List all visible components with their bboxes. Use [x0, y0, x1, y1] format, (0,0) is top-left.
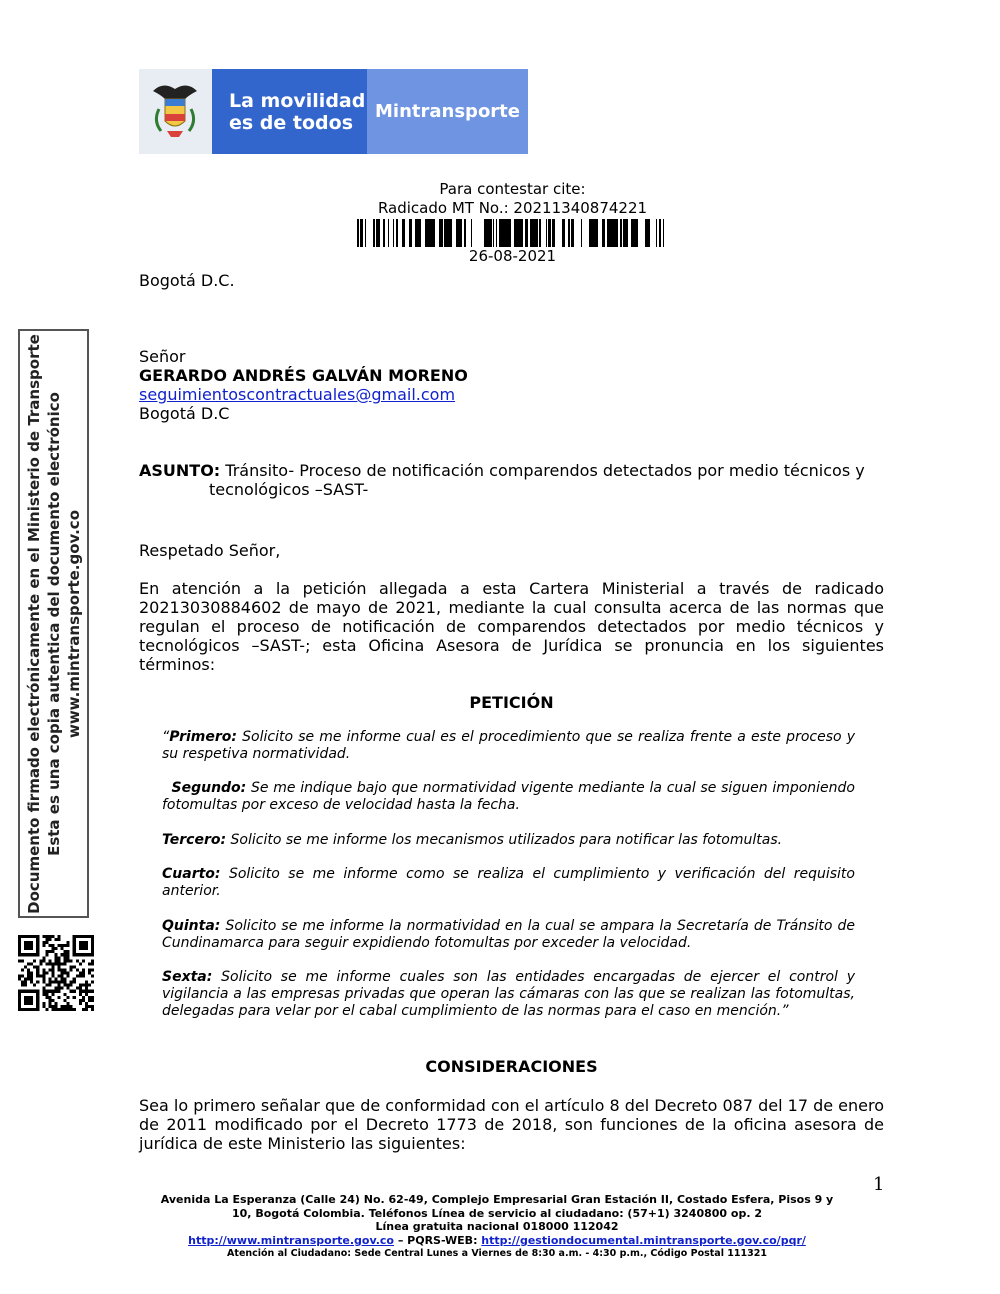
website-link[interactable]: http://www.mintransporte.gov.co: [188, 1233, 394, 1247]
peticion-item: “Primero: Solicito se me informe cual es el procedimiento que se realiza frente a este proceso y su respetiva normatividad.: [162, 729, 855, 762]
signature-note-line-3: www.mintransporte.gov.co: [64, 509, 83, 738]
peticion-item: Quinta: Solicito se me informe la normatividad en la cual se ampara la Secretaría de Tránsito de Cundinamarca para seguir expidiendo fotomultas por exceder la velocidad.: [162, 918, 855, 951]
recipient-name: GERARDO ANDRÉS GALVÁN MORENO: [139, 366, 468, 385]
footer-hours: Atención al Ciudadano: Sede Central Lunes a Viernes de 8:30 a.m. - 4:30 p.m., Código Postal 111321: [227, 1248, 767, 1259]
asunto-text: Tránsito- Proceso de notificación comparendos detectados por medio técnicos y: [225, 461, 865, 480]
footer-address-2: 10, Bogotá Colombia. Teléfonos Línea de servicio al ciudadano: (57+1) 3240800 op. 2: [232, 1206, 762, 1220]
asunto-line: [139, 461, 884, 480]
consideraciones-paragraph: Sea lo primero señalar que de conformidad con el artículo 8 del Decreto 087 del 17 de enero de 2011 modificado por el Decreto 1773 de 2018, son funciones de la oficina asesora de jurídica de este Ministerio las siguientes:: [139, 1096, 885, 1153]
footer-address-1: Avenida La Esperanza (Calle 24) No. 62-49, Complejo Empresarial Gran Estación II, Costado Esfera, Pisos 9 y: [160, 1193, 834, 1206]
electronic-signature-box: [18, 329, 89, 918]
header-logo: [139, 69, 528, 154]
salutation-title: Señor: [139, 347, 186, 366]
cite-instruction: Para contestar cite:: [439, 180, 586, 198]
asunto-label: ASUNTO:: [139, 461, 221, 480]
barcode-icon: [357, 219, 669, 247]
letter-city: Bogotá D.C.: [139, 271, 235, 290]
slogan-line-1: La movilidad: [229, 89, 366, 112]
radicado-date: 26-08-2021: [468, 247, 557, 265]
asunto-text-2: tecnológicos –SAST-: [209, 480, 369, 499]
peticion-item: Sexta: Solicito se me informe cuales son las entidades encargadas de ejercer el control y vigilancia a las empresas privadas que operan las cámaras con las que se realizan las fotomultas, delegadas para velar por el cabal cumplimiento de las normas para el caso en mención.”: [162, 969, 855, 1019]
greeting: Respetado Señor,: [139, 541, 281, 560]
signature-note-line-1: Documento firmado electrónicamente en el Ministerio de Transporte: [24, 333, 43, 914]
radicado-number: Radicado MT No.: 20211340874221: [377, 199, 648, 217]
consideraciones-heading: CONSIDERACIONES: [425, 1057, 598, 1076]
footer: [139, 1193, 855, 1261]
footer-links: [139, 1234, 855, 1248]
coat-of-arms-icon: [139, 69, 212, 154]
signature-note-line-2: Esta es una copia autentica del documento electrónico: [44, 391, 63, 856]
page-number: 1: [873, 1174, 885, 1195]
pqrs-link[interactable]: http://gestiondocumental.mintransporte.gov.co/pqr/: [481, 1233, 806, 1247]
peticion-item: Cuarto: Solicito se me informe como se realiza el cumplimiento y verificación del requisito anterior.: [162, 866, 855, 899]
pqrs-label: – PQRS-WEB:: [394, 1233, 482, 1247]
ministry-name: Mintransporte: [367, 69, 528, 154]
peticion-item: Tercero: Solicito se me informe los mecanismos utilizados para notificar las fotomultas.: [162, 832, 783, 848]
qr-code-icon: [18, 935, 94, 1011]
intro-paragraph: En atención a la petición allegada a esta Cartera Ministerial a través de radicado 20213030884602 de mayo de 2021, mediante la cual consulta acerca de las normas que regulan el proceso de notificación de comparendos detectados por medio técnicos y tecnológicos –SAST-; esta Oficina Asesora de Jurídica se pronuncia en los siguientes términos:: [139, 579, 884, 674]
peticion-heading: PETICIÓN: [469, 693, 554, 712]
peticion-item: Segundo: Se me indique bajo que normatividad vigente mediante la cual se siguen imponiendo fotomultas por exceso de velocidad hasta la fecha.: [162, 780, 855, 813]
recipient-city: Bogotá D.C: [139, 404, 230, 423]
slogan: [212, 69, 367, 154]
footer-phone: Línea gratuita nacional 018000 112042: [375, 1220, 619, 1233]
cite-block: [355, 180, 670, 266]
recipient-email-link[interactable]: seguimientoscontractuales@gmail.com: [139, 385, 456, 404]
slogan-line-2: es de todos: [229, 111, 354, 134]
